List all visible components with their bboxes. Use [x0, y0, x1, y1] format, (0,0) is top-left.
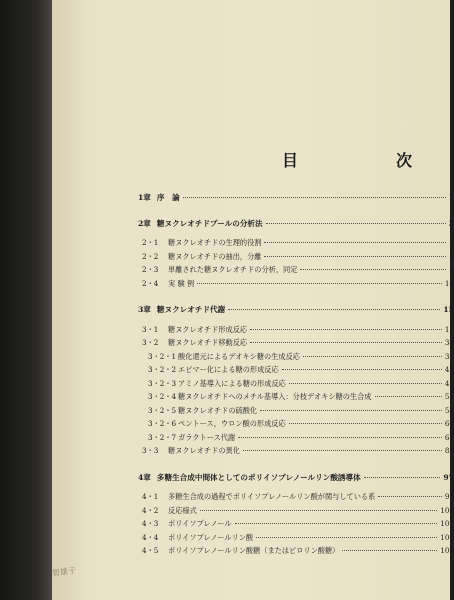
- chapter-number: 3章: [138, 305, 151, 314]
- leader-dots: [250, 342, 442, 343]
- section-number: 2・3: [142, 265, 159, 274]
- toc-section-row: [138, 546, 454, 560]
- section-title: 糖ヌクレオチドの異化: [168, 446, 240, 455]
- section-page-number: 60: [444, 419, 454, 428]
- toc-subsection-row: [138, 419, 454, 433]
- toc-subsection-row: [138, 406, 454, 420]
- chapter-page-number: 3: [448, 218, 454, 228]
- section-number: 2・1: [142, 238, 159, 247]
- leader-dots: [256, 537, 437, 538]
- toc-subsection-row: [138, 352, 454, 366]
- section-title: 酸化還元によるデオキシ糖の生成反応: [178, 351, 300, 361]
- section-title: ポリイソプレノールリン酸糖（またはピロリン酸糖）: [168, 546, 340, 555]
- chapter-spacer: [138, 460, 454, 472]
- leader-dots: [183, 197, 446, 198]
- chapter-number: 4章: [138, 472, 151, 482]
- chapter-title: 序 論: [156, 193, 180, 202]
- leader-dots: [303, 356, 442, 357]
- section-title: エピマー化による糖の形成反応: [178, 365, 279, 374]
- toc-section-row: [138, 533, 454, 547]
- section-page-number: 45: [444, 365, 454, 374]
- section-page-number: 65: [444, 432, 454, 442]
- leader-dots: [264, 242, 446, 243]
- section-number: 4・3: [142, 519, 159, 528]
- chapter-sub-spacer: [138, 485, 454, 492]
- leader-dots: [264, 256, 446, 257]
- section-title: アミノ基導入による糖の形成反応: [178, 378, 286, 388]
- leader-dots: [289, 423, 442, 424]
- section-number: 3・2・5: [148, 405, 177, 415]
- toc-section-row: [138, 238, 454, 252]
- chapter-page-number: 1: [448, 193, 454, 202]
- section-page-number: 56: [444, 405, 454, 415]
- section-number: 2・4: [142, 278, 159, 288]
- toc-section-row: [138, 519, 454, 533]
- page-title: [282, 148, 412, 171]
- section-title: ポリイソプレノール: [168, 519, 232, 528]
- chapter-title: 糖ヌクレオチドプールの分析法: [156, 218, 263, 228]
- leader-dots: [197, 283, 442, 284]
- section-number: 4・1: [142, 492, 159, 501]
- toc-section-row: [138, 506, 454, 520]
- leader-dots: [375, 396, 442, 397]
- section-page-number: 83: [444, 446, 454, 455]
- chapter-title: 糖ヌクレオチド代謝: [156, 305, 226, 314]
- chapter-title: 多糖生合成中間体としてのポリイソプレノールリン酸誘導体: [156, 472, 361, 482]
- table-of-contents: [138, 192, 454, 560]
- chapter-page-number: 15: [443, 305, 454, 314]
- leader-dots: [235, 523, 438, 524]
- bleed-through-text: [292, 58, 376, 68]
- leader-dots: [266, 223, 446, 224]
- section-title: ペントース，ウロン酸の形成反応: [178, 419, 286, 428]
- section-number: 2・2: [142, 251, 159, 261]
- page-title-char-2: 次: [395, 151, 412, 170]
- section-number: 4・5: [142, 546, 159, 555]
- leader-dots: [300, 269, 446, 270]
- section-title: ポリイソプレノールリン酸: [168, 532, 254, 542]
- toc-section-row: [138, 265, 454, 279]
- toc-subsection-row: [138, 365, 454, 379]
- section-page-number: 34: [444, 338, 454, 347]
- section-page-number: 97: [444, 492, 454, 501]
- section-number: 3・3: [142, 446, 159, 455]
- leader-dots: [289, 383, 442, 384]
- leader-dots: [200, 510, 438, 511]
- book-gutter: [0, 0, 52, 600]
- chapter-spacer: [138, 206, 454, 218]
- section-number: 3・1: [142, 324, 159, 334]
- section-number: 3・2・7: [148, 432, 177, 442]
- chapter-spacer: [138, 292, 454, 304]
- chapter-number: 1章: [138, 193, 151, 202]
- section-title: 多糖生合成の過程でポリイソプレノールリン酸が関与している系: [168, 492, 376, 501]
- section-title: 糖ヌクレオチドの生理的役割: [168, 238, 262, 247]
- section-title: 反応様式: [168, 505, 197, 515]
- section-title: 実 験 例: [168, 278, 195, 288]
- section-page-number: 100: [440, 505, 454, 515]
- toc-chapter-row: [138, 472, 454, 486]
- toc-subsection-row: [138, 392, 454, 406]
- book-page: [51, 0, 454, 600]
- leader-dots: [250, 329, 442, 330]
- section-page-number: 51: [444, 392, 454, 401]
- toc-subsection-row: [138, 433, 454, 447]
- toc-chapter-row: [138, 218, 454, 232]
- section-title: 単離された糖ヌクレオチドの分析，同定: [168, 265, 298, 274]
- section-title: 糖ヌクレオチドの抽出，分離: [168, 251, 262, 261]
- leader-dots: [228, 309, 440, 310]
- page-title-char-1: 目: [282, 151, 299, 170]
- toc-chapter-row: [138, 192, 454, 206]
- toc-section-row: [138, 325, 454, 339]
- toc-section-row: [138, 279, 454, 293]
- section-page-number: 15: [444, 324, 454, 334]
- section-title: 糖ヌクレオチド形成反応: [168, 324, 248, 334]
- section-page-number: 35: [444, 351, 454, 361]
- section-page-number: 8: [449, 265, 454, 274]
- toc-chapter-row: [138, 304, 454, 318]
- toc-section-row: [138, 446, 454, 460]
- section-number: 4・4: [142, 532, 159, 542]
- leader-dots: [342, 550, 437, 551]
- section-number: 3・2・4: [148, 392, 177, 401]
- section-title: 糖ヌクレオチドへのメチル基導入：分枝デオキシ糖の生合成: [178, 392, 372, 401]
- leader-dots: [364, 477, 441, 478]
- section-page-number: 8: [449, 251, 454, 261]
- section-page-number: 101: [440, 519, 454, 528]
- toc-subsection-row: [138, 379, 454, 393]
- chapter-number: 2章: [138, 218, 151, 228]
- leader-dots: [260, 410, 442, 411]
- section-title: 糖ヌクレオチド移動反応: [168, 338, 248, 347]
- leader-dots: [282, 369, 442, 370]
- section-number: 3・2・2: [148, 365, 177, 374]
- section-page-number: 3: [449, 238, 454, 247]
- chapter-sub-spacer: [138, 231, 454, 238]
- toc-section-row: [138, 492, 454, 506]
- section-title: ガラクトース代謝: [178, 432, 236, 442]
- leader-dots: [378, 496, 442, 497]
- section-number: 3・2・6: [148, 419, 177, 428]
- section-number: 3・2・1: [148, 351, 177, 361]
- section-title: 糖ヌクレオチドの硫酸化: [178, 405, 258, 415]
- section-number: 3・2: [142, 338, 159, 347]
- section-page-number: 106: [440, 532, 454, 542]
- section-number: 3・2・3: [148, 378, 177, 388]
- section-page-number: 10: [444, 278, 454, 288]
- section-page-number: 47: [444, 378, 454, 388]
- leader-dots: [243, 450, 442, 451]
- leader-dots: [238, 437, 442, 438]
- section-number: 4・2: [142, 505, 159, 515]
- chapter-sub-spacer: [138, 318, 454, 325]
- section-page-number: 109: [440, 546, 454, 555]
- margin-note: 智雄子: [51, 565, 77, 579]
- chapter-page-number: 97: [443, 472, 454, 482]
- toc-section-row: [138, 252, 454, 266]
- toc-section-row: [138, 338, 454, 352]
